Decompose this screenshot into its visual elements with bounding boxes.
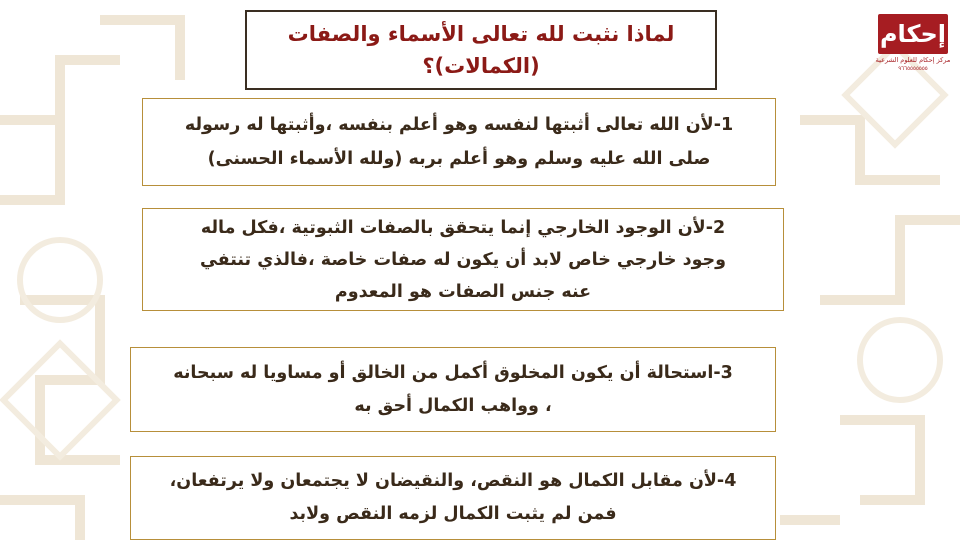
logo-mark: إحكام <box>878 14 948 54</box>
point-2-line-1: 2-لأن الوجود الخارجي إنما يتحقق بالصفات الثبوتية ،فكل ماله <box>200 217 726 238</box>
logo-subtitle: مركز إحكام للعلوم الشرعية <box>875 56 951 64</box>
point-box-3 <box>130 347 776 432</box>
logo-contact: ٩٦٦٥٥٥٥٥٥٥ <box>898 66 928 72</box>
point-2-line-3: عنه جنس الصفات هو المعدوم <box>334 281 592 302</box>
point-4-line-1: 4-لأن مقابل الكمال هو النقص، والنقيضان لا يجتمعان ولا يرتفعان، <box>169 471 737 491</box>
point-3-line-2: ، وواهب الكمال أحق به <box>354 395 552 416</box>
point-1-line-1: 1-لأن الله تعالى أثبتها لنفسه وهو أعلم بنفسه ،وأثبتها له رسوله <box>184 115 734 135</box>
point-4-line-2: فمن لم يثبت الكمال لزمه النقص ولابد <box>289 504 617 524</box>
point-box-1 <box>142 98 776 186</box>
point-2-line-2: وجود خارجي خاص لابد أن يكون له صفات خاصة ،فالذي تنتفي <box>199 249 727 270</box>
logo <box>876 14 950 76</box>
point-3-line-1: 3-استحالة أن يكون المخلوق أكمل من الخالق أو مساويا له سبحانه <box>173 362 733 383</box>
title-box <box>245 10 717 90</box>
title-line-2: (الكمالات)؟ <box>422 54 540 78</box>
point-1-line-2: صلى الله عليه وسلم وهو أعلم بربه (ولله الأسماء الحسنى) <box>207 149 711 169</box>
point-box-2 <box>142 208 784 311</box>
title-line-1: لماذا نثبت لله تعالى الأسماء والصفات <box>287 22 675 46</box>
point-box-4 <box>130 456 776 540</box>
